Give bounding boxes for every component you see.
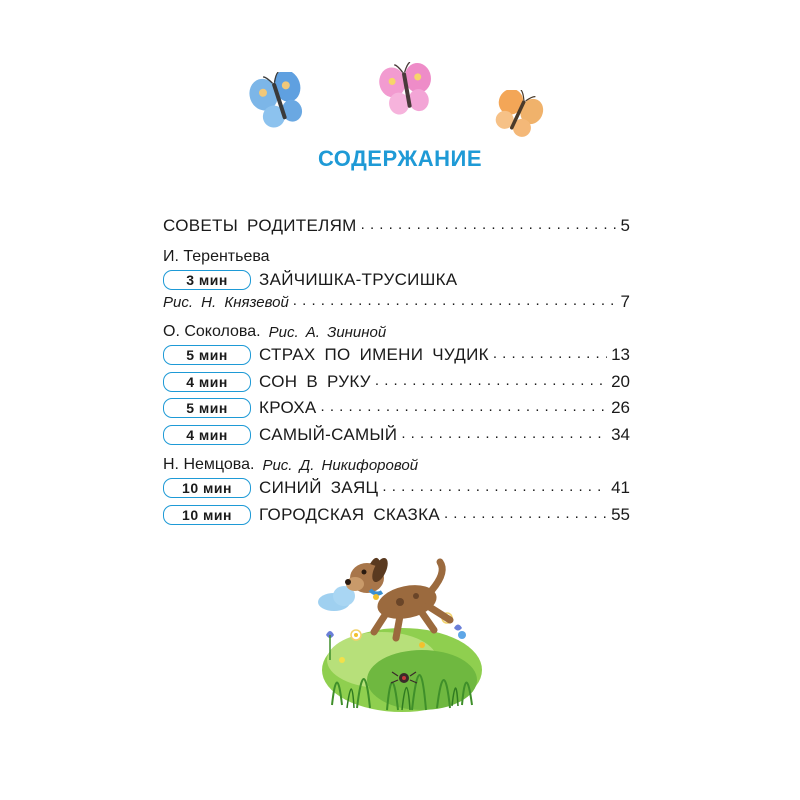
- dot-leader: [375, 372, 607, 392]
- dot-leader: [321, 398, 608, 418]
- entry-title: СИНИЙ ЗАЯЦ: [259, 478, 379, 497]
- author-line: [163, 245, 630, 269]
- toc-entry-parents-advice[interactable]: [163, 214, 630, 238]
- page-number: 20: [611, 372, 630, 391]
- entry-title: ЗАЙЧИШКА-ТРУСИШКА: [259, 270, 458, 289]
- reading-time-badge: 4 мин: [163, 372, 251, 392]
- page-number: 13: [611, 345, 630, 364]
- cloud-icon: [318, 586, 355, 611]
- page-number: 26: [611, 398, 630, 417]
- page-title: СОДЕРЖАНИЕ: [317, 146, 483, 171]
- dot-leader: [293, 292, 617, 312]
- author-line: [163, 453, 630, 477]
- page-number: 7: [620, 292, 630, 311]
- reading-time-badge: 10 мин: [163, 505, 251, 525]
- author-name: О. Соколова.: [163, 323, 261, 340]
- entry-title: СОВЕТЫ РОДИТЕЛЯМ: [163, 216, 357, 235]
- reading-time-badge: 5 мин: [163, 398, 251, 418]
- author-line: [163, 320, 630, 344]
- author-name: И. Терентьева: [163, 248, 270, 265]
- blue-butterfly-icon: [245, 72, 315, 134]
- orange-butterfly-icon: [488, 90, 548, 140]
- toc-entry[interactable]: [163, 503, 630, 527]
- toc-entry[interactable]: [163, 268, 630, 292]
- toc-entry[interactable]: [163, 370, 630, 394]
- dot-leader: [382, 478, 607, 498]
- reading-time-badge: 4 мин: [163, 425, 251, 445]
- toc-entry[interactable]: [163, 343, 630, 367]
- page-number: 5: [620, 216, 630, 235]
- author-name: Н. Немцова.: [163, 456, 255, 473]
- reading-time-badge: 5 мин: [163, 345, 251, 365]
- butterfly-decoration: [0, 0, 800, 150]
- illustrator-entry: [163, 290, 630, 314]
- dot-leader: [401, 425, 607, 445]
- toc-entry[interactable]: [163, 423, 630, 447]
- entry-title: СОН В РУКУ: [259, 372, 371, 391]
- dot-leader: [361, 216, 617, 236]
- dot-leader: [493, 345, 607, 365]
- dot-leader: [444, 505, 607, 525]
- puppy-icon: [345, 556, 450, 638]
- illustrator-credit: Рис. А. Зининой: [268, 323, 387, 341]
- page-number: 34: [611, 425, 630, 444]
- illustrator-credit: Рис. Д. Никифоровой: [262, 456, 419, 474]
- entry-title: ГОРОДСКАЯ СКАЗКА: [259, 505, 440, 524]
- reading-time-badge: 10 мин: [163, 478, 251, 498]
- toc-entry[interactable]: [163, 396, 630, 420]
- illustrator-credit: Рис. Н. Князевой: [163, 293, 289, 311]
- entry-title: САМЫЙ-САМЫЙ: [259, 425, 398, 444]
- pink-butterfly-icon: [376, 62, 438, 120]
- entry-title: СТРАХ ПО ИМЕНИ ЧУДИК: [259, 345, 489, 364]
- puppy-meadow-illustration: [312, 540, 482, 715]
- toc-entry[interactable]: [163, 476, 630, 500]
- entry-title: КРОХА: [259, 398, 317, 417]
- page-number: 55: [611, 505, 630, 524]
- page-number: 41: [611, 478, 630, 497]
- reading-time-badge: 3 мин: [163, 270, 251, 290]
- grass-meadow: [322, 628, 482, 712]
